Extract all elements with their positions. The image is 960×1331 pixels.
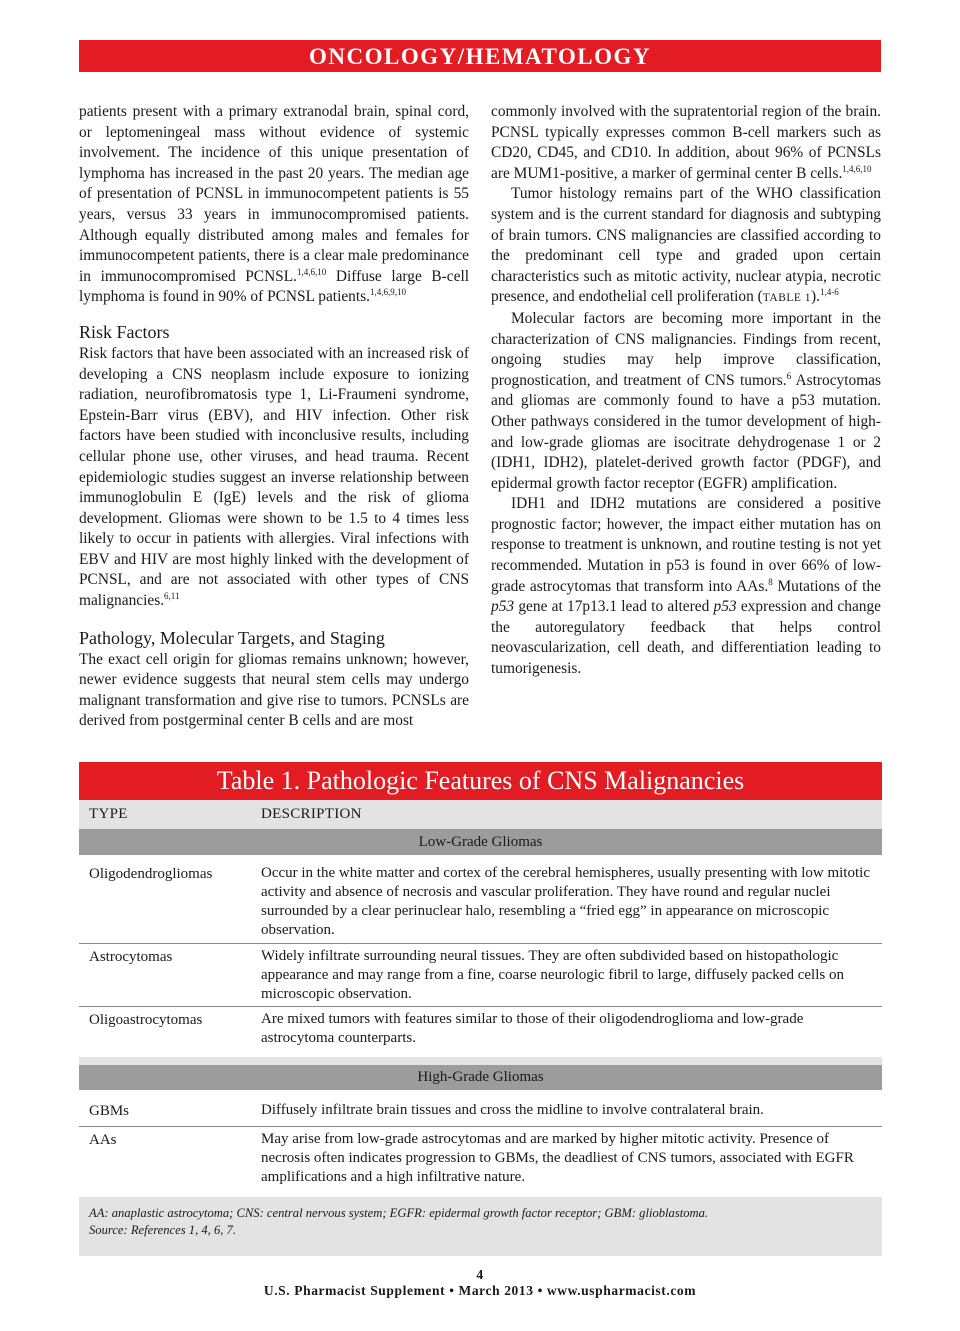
cell-type: GBMs [89,1103,130,1119]
publication-footer: U.S. Pharmacist Supplement • March 2013 • www.uspharmacist.com [263,1283,697,1298]
paragraph: Tumor histology remains part of the WHO classification system and is the current standard for diagnosis and subtyping of brain tumors. CNS malignancies are classified according to the predominant cell type and graded upon certain characteristics such as mitotic activity, nuclear atypia, necrotic presence, and endothelial cell proliferation (TABLE 1).$^{1,4-6}$ [491,185,881,306]
table-row [79,861,882,944]
cell-description: Occur in the white matter and cortex of the cerebral hemispheres, usually presenting with low mitotic activity and absence of necrosis and vascular proliferation. They have round and regular nuclei surrounded by a clear perinuclear halo, resembling a “fried egg” in appearance on microscopic observation. [261,865,870,938]
cell-description: Diffusely infiltrate brain tissues and cross the midline to involve contralateral brain. [261,1102,764,1118]
row-spacer [79,1057,882,1065]
section-header: ONCOLOGY/HEMATOLOGY [79,40,881,72]
table-header-row [79,800,882,830]
paragraph: commonly involved with the supratentorial region of the brain. PCNSL typically expresses common B-cell markers such as CD20, CD45, and CD10. In addition, about 96% of PCNSLs are MUM1-positive, a marker of germinal center B cells.$^{1,4,6,10}$ [491,103,881,182]
column-header-type: TYPE [89,806,128,822]
group-header-high-grade: High-Grade Gliomas [79,1065,882,1090]
heading-risk-factors: Risk Factors [79,321,170,342]
table-row [79,944,882,1007]
cell-description: May arise from low-grade astrocytomas and are marked by higher mitotic activity. Presence of necrosis often indicates progression to GBMs, the deadliest of CNS tumors, associated with EGFR amplifications and a high infiltrative nature. [261,1131,854,1185]
heading-pathology: Pathology, Molecular Targets, and Staging [79,627,385,648]
page-number: 4 [476,1267,484,1282]
paragraph: The exact cell origin for gliomas remains unknown; however, newer evidence suggests that neural stem cells may undergo malignant transformation and give rise to tumors. PCNSLs are derived from postgerminal center B cells and are most [79,650,469,730]
cell-description: Widely infiltrate surrounding neural tissues. They are often subdivided based on histopathologic appearance and may range from a fine, coarse neurologic fibril to large, diffusely packed cells on microscopic observation. [261,948,844,1002]
table-footnote [79,1197,882,1256]
paragraph: Risk factors that have been associated with an increased risk of developing a CNS neoplasm include exposure to ionizing radiation, neurofibromatosis type 1, Li-Fraumeni syndrome, Epstein-Barr virus (EBV), and HIV infection. Other risk factors have been studied with inconclusive results, including cellular phone use, other viruses, and head trauma. Recent epidemiologic studies suggest an inverse relationship between immunoglobulin E (IgE) levels and the risk of glioma development. Gliomas were shown to be 1.5 to 4 times less likely to occur in patients with allergies. Viral infections with EBV and HIV are most highly linked with the development of PCNSL, and are not associated with other types of CNS malignancies.$^{6,11}$ [79,344,469,610]
cell-description: Are mixed tumors with features similar to those of their oligodendroglioma and low-grade astrocytoma counterparts. [261,1011,804,1046]
paragraph: patients present with a primary extranodal brain, spinal cord, or leptomeningeal mass without evidence of systemic involvement. The incidence of this unique presentation of lymphoma has increased in the past 20 years. The median age of presentation of PCNSL in immunocompetent patients is 55 years, versus 33 years in immunocompromised patients. Although equally distributed among males and females for immunocompetent patients, there is a clear male predominance in immunocompromised PCNSL.$^{1,4,6,10}$ Diffuse large B-cell lymphoma is found in 90% of PCNSL patients.$^{1,4,6,9,10}$ [79,103,469,306]
table-1 [79,762,882,1256]
table-row [79,1007,882,1057]
right-column [491,102,881,680]
group-header-low-grade: Low-Grade Gliomas [79,830,882,855]
cell-type: AAs [89,1132,117,1148]
paragraph: Molecular factors are becoming more important in the characterization of CNS malignancies. Findings from recent, ongoing studies may help improve classification, prognostication, and treatment of CNS tumors.$^6$ Astrocytomas and gliomas are commonly found to have a p53 mutation. Other pathways considered in the tumor development of high- and low-grade gliomas are isocitrate dehydrogenase 1 or 2 (IDH1, IDH2), platelet-derived growth factor (PDGF), and epidermal growth factor receptor (EGFR) amplification. [491,309,881,492]
cell-type: Oligodendrogliomas [89,866,213,882]
cell-type: Astrocytomas [89,949,173,965]
column-header-description: DESCRIPTION [261,806,362,822]
source-note: Source: References 1, 4, 6, 7. [89,1222,236,1237]
table-title: Table 1. Pathologic Features of CNS Malignancies [79,762,882,800]
cell-type: Oligoastrocytomas [89,1012,203,1028]
paragraph: IDH1 and IDH2 mutations are considered a positive prognostic factor; however, the impact either mutation has on response to treatment is unknown, and routine testing is not yet recommended. Mutation in p53 is found in over 66% of low-grade astrocytomas that transform into AAs.$^8$ Mutations of the p53 gene at 17p13.1 lead to altered p53 expression and change the autoregulatory feedback that helps control neovascularization, cell death, and differentiation leading to tumorigenesis. [491,495,881,678]
abbreviations-note: AA: anaplastic astrocytoma; CNS: central nervous system; EGFR: epidermal growth factor receptor; GBM: glioblastoma. [89,1206,709,1220]
table-row [79,1098,882,1127]
left-column [79,102,469,732]
table-reference: TABLE 1 [762,292,812,305]
table-row [79,1127,882,1189]
